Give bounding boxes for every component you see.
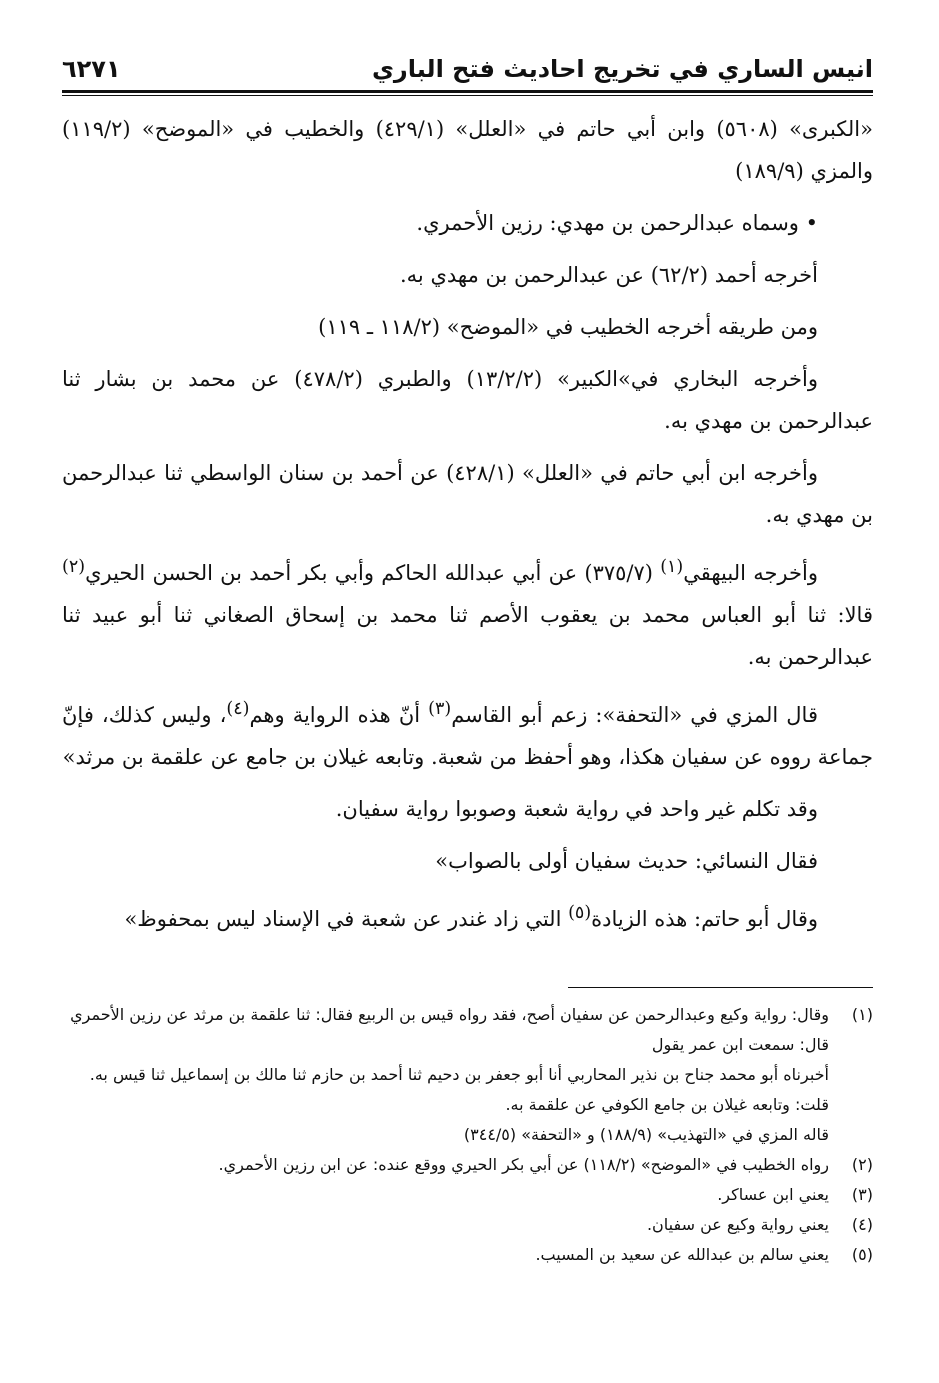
footnote-text: رواه الخطيب في «الموضح» (١١٨/٢) عن أبي بكر الحيري ووقع عنده: عن ابن رزين الأحمري. <box>218 1155 829 1174</box>
footnote-separator <box>568 987 873 988</box>
text-run: ، وليس كذلك، فإنّ جماعة رووه عن سفيان هكذا، وهو أحفظ من شعبة. وتابعه غيلان بن جامع عن علقمة بن مرثد» <box>62 703 873 769</box>
footnote-text: وقال: رواية وكيع وعبدالرحمن عن سفيان أصح، فقد رواه قيس بن الربيع فقال: ثنا علقمة بن مرثد عن رزين الأحمري قال: سمعت ابن عمر يقول <box>70 1005 829 1054</box>
footnote-number: (١) <box>851 1005 873 1024</box>
footnote <box>62 1180 873 1210</box>
book-title: انيس الساري في تخريج احاديث فتح الباري <box>371 55 873 83</box>
footnote-text: قلت: وتابعه غيلان بن جامع الكوفي عن علقمة به. <box>505 1095 829 1114</box>
footnote-marker: (٢) <box>62 557 86 577</box>
paragraph <box>62 546 873 678</box>
paragraph <box>62 688 873 778</box>
footnote <box>62 1150 873 1180</box>
footnote-marker: (٣) <box>428 699 452 719</box>
footnote-text: قاله المزي في «التهذيب» (١٨٨/٩) و «التحفة» (٣٤٤/٥) <box>463 1125 829 1144</box>
text-run: وقال أبو حاتم: هذه الزيادة <box>591 907 818 931</box>
main-text <box>62 108 873 950</box>
paragraph: أخرجه أحمد (٦٢/٢) عن عبدالرحمن بن مهدي به. <box>400 263 818 287</box>
text-run: وأخرجه البيهقي <box>683 561 818 585</box>
footnote-text: يعني رواية وكيع عن سفيان. <box>646 1215 829 1234</box>
paragraph: «الكبرى» (٥٦٠٨) وابن أبي حاتم في «العلل» (٤٢٩/١) والخطيب في «الموضح» (١١٩/٢) والمزي (١٨٩/٩) <box>62 117 873 183</box>
paragraph <box>62 892 873 940</box>
footnote-number: (٢) <box>851 1155 873 1174</box>
footnote-marker: (١) <box>660 557 684 577</box>
paragraph: ومن طريقه أخرجه الخطيب في «الموضح» (١١٨/٢ ـ ١١٩) <box>318 315 818 339</box>
text-run: التي زاد غندر عن شعبة في الإسناد ليس بمحفوظ» <box>124 907 569 931</box>
header-rule <box>62 90 873 93</box>
paragraph: فقال النسائي: حديث سفيان أولى بالصواب» <box>435 849 818 873</box>
footnote-text: يعني ابن عساكر. <box>717 1185 829 1204</box>
paragraph: وأخرجه البخاري في»الكبير» (١٣/٢/٢) والطبري (٤٧٨/٢) عن محمد بن بشار ثنا عبدالرحمن بن مهدي به. <box>62 367 873 433</box>
header-rule-thin <box>62 95 873 96</box>
footnote-number: (٥) <box>851 1245 873 1264</box>
text-run: (٣٧٥/٧) عن أبي عبدالله الحاكم وأبي بكر أحمد بن الحسن الحيري <box>85 561 661 585</box>
footnote-marker: (٥) <box>568 903 592 923</box>
footnote-marker: (٤) <box>226 699 250 719</box>
footnote <box>62 1000 873 1060</box>
footnote-number: (٤) <box>851 1215 873 1234</box>
text-run: قالا: ثنا أبو العباس محمد بن يعقوب الأصم ثنا محمد بن إسحاق الصغاني ثنا أبو عبيد ثنا عبدالرحمن به. <box>62 603 873 669</box>
footnote <box>62 1210 873 1240</box>
page-number: ٦٢٧١ <box>62 55 121 83</box>
text-run: أنّ هذه الرواية وهم <box>249 703 429 727</box>
footnotes <box>62 1000 873 1270</box>
footnote-number: (٣) <box>851 1185 873 1204</box>
text-run: قال المزي في «التحفة»: زعم أبو القاسم <box>451 703 818 727</box>
paragraph: • وسماه عبدالرحمن بن مهدي: رزين الأحمري. <box>416 211 818 235</box>
running-header <box>62 50 873 88</box>
paragraph: وأخرجه ابن أبي حاتم في «العلل» (٤٢٨/١) عن أحمد بن سنان الواسطي ثنا عبدالرحمن بن مهدي به. <box>62 461 873 527</box>
footnote-text: أخبرناه أبو محمد جناح بن نذير المحاربي أنا أبو جعفر بن دحيم ثنا أحمد بن حازم ثنا مالك بن إسماعيل ثنا قيس به. <box>89 1065 829 1084</box>
footnote <box>62 1240 873 1270</box>
paragraph: وقد تكلم غير واحد في رواية شعبة وصوبوا رواية سفيان. <box>335 797 818 821</box>
footnote-text: يعني سالم بن عبدالله عن سعيد بن المسيب. <box>535 1245 829 1264</box>
